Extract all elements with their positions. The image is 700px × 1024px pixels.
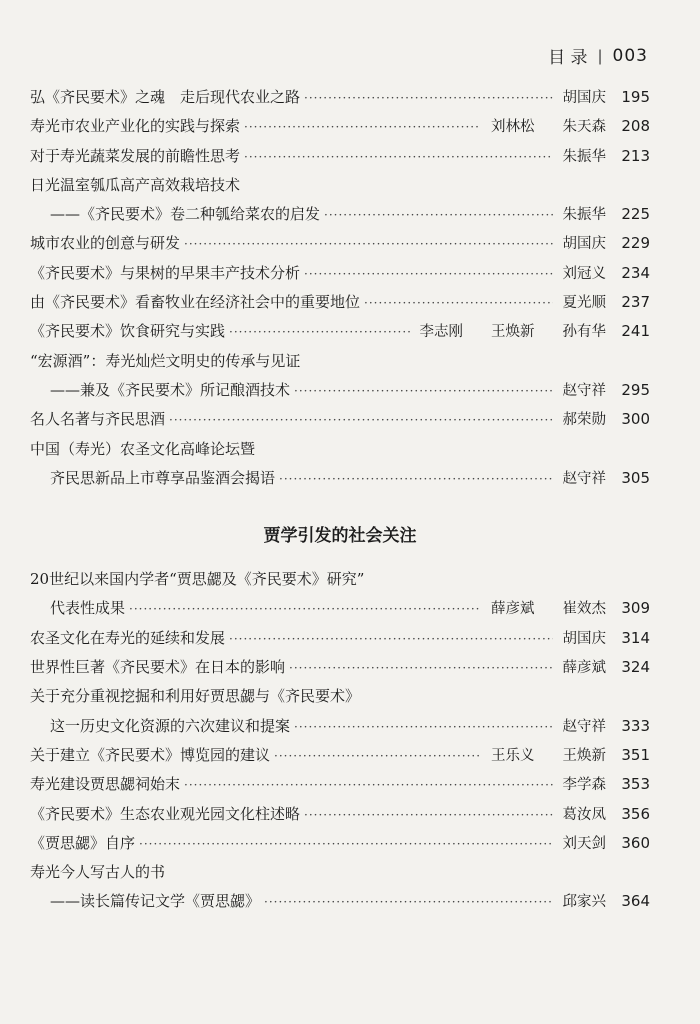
toc-entry xyxy=(30,803,650,832)
toc-entry-author: 胡国庆 xyxy=(562,630,606,647)
toc-entry-title: 齐民思新品上市尊享品鉴酒会揭语 xyxy=(50,468,276,487)
toc-entry-author: 葛汝凤 xyxy=(562,806,606,823)
toc-entry-title: 弘《齐民要术》之魂 走后现代农业之路 xyxy=(30,88,301,106)
toc-entry-author: 赵守祥 xyxy=(562,718,606,735)
toc-entry xyxy=(30,86,650,115)
toc-entry-page: 195 xyxy=(621,88,650,106)
toc-entry-title: 寿光市农业产业化的实践与探索 xyxy=(30,117,241,136)
dot-leader xyxy=(129,602,481,616)
toc-entry-author: 薛彦斌 xyxy=(562,660,606,677)
toc-entry-page: 333 xyxy=(621,716,650,735)
toc-entry-title: 这一历史文化资源的六次建议和提案 xyxy=(50,716,291,735)
toc-entry xyxy=(30,408,650,437)
dot-leader xyxy=(169,413,552,427)
dot-leader xyxy=(294,720,552,734)
toc-entry-author: 赵守祥 xyxy=(562,470,606,487)
toc-entry-title: ——读长篇传记文学《贾思勰》 xyxy=(50,892,261,911)
toc-entry-page: 351 xyxy=(621,745,650,764)
toc-entry-author: 刘冠义 xyxy=(562,265,606,282)
toc-entry xyxy=(30,145,650,174)
dot-leader xyxy=(304,808,552,822)
dot-leader xyxy=(264,895,552,909)
toc-entry-page: 360 xyxy=(621,833,650,852)
toc-entry-author: 胡国庆 xyxy=(562,90,606,106)
toc-entry-page: 213 xyxy=(621,146,650,165)
toc-entry xyxy=(30,262,650,291)
toc-entry-title: 对于寿光蔬菜发展的前瞻性思考 xyxy=(30,146,241,165)
toc-entry-title: 寿光今人写古人的书 xyxy=(30,863,166,882)
toc-entry-title: “宏源酒”：寿光灿烂文明史的传承与见证 xyxy=(30,351,301,370)
header-label: 目 录 xyxy=(548,48,588,68)
toc-entry xyxy=(30,715,650,744)
toc-entry-page: 229 xyxy=(621,234,650,253)
toc-entry-page: 364 xyxy=(621,892,650,911)
dot-leader xyxy=(304,91,552,105)
toc-entry-author: 郝荣勋 xyxy=(562,412,606,429)
toc-entry xyxy=(30,350,650,379)
toc-entry-page: 234 xyxy=(621,263,650,282)
toc-entry xyxy=(30,597,650,626)
dot-leader xyxy=(304,267,552,281)
toc-entry-page: 356 xyxy=(621,804,650,823)
toc-entry xyxy=(30,656,650,685)
toc-entry-author: 王焕新 xyxy=(491,324,535,341)
toc-entry-title: 20世纪以来国内学者“贾思勰及《齐民要术》研究” xyxy=(30,570,365,589)
dot-leader xyxy=(279,472,552,486)
toc-entry-title: 名人名著与齐民思酒 xyxy=(30,410,166,429)
toc-entry-author: 夏光顺 xyxy=(562,295,606,312)
toc-entry-title: 代表性成果 xyxy=(50,599,126,618)
toc-entry xyxy=(30,890,650,919)
toc-entry-author: 刘林松 xyxy=(491,119,535,136)
toc-entry-page: 353 xyxy=(621,775,650,794)
toc-entry xyxy=(30,685,650,714)
toc-entry-title: 日光温室瓠瓜高产高效栽培技术 xyxy=(30,175,241,194)
toc-entry-page: 314 xyxy=(621,628,650,647)
toc-entry-title: 《齐民要术》生态农业观光园文化柱述略 xyxy=(30,804,301,823)
header-page-number: 003 xyxy=(612,45,648,66)
toc-entry-page: 225 xyxy=(621,205,650,224)
dot-leader xyxy=(324,208,552,222)
toc-entry xyxy=(30,174,650,203)
toc-entry-page: 208 xyxy=(621,117,650,136)
toc-entry xyxy=(30,291,650,320)
dot-leader xyxy=(184,237,552,251)
dot-leader xyxy=(364,296,552,310)
toc-entry-author: 薛彦斌 xyxy=(491,601,535,618)
toc-entry-title: 世界性巨著《齐民要术》在日本的影响 xyxy=(30,658,286,677)
toc-entry-title: 农圣文化在寿光的延续和发展 xyxy=(30,628,226,647)
toc-entry-author: 朱振华 xyxy=(562,207,606,224)
toc-entry-title: 《齐民要术》饮食研究与实践 xyxy=(30,322,226,341)
toc-entry xyxy=(30,744,650,773)
toc-entry-author: 朱振华 xyxy=(562,148,606,165)
toc-entry-title: 关于充分重视挖掘和利用好贾思勰与《齐民要术》 xyxy=(30,687,361,706)
toc-entry xyxy=(30,438,650,467)
toc-entry-title: 《齐民要术》与果树的早果丰产技术分析 xyxy=(30,263,301,282)
toc-entry-page: 241 xyxy=(621,322,650,341)
toc-entry-title: 由《齐民要术》看畜牧业在经济社会中的重要地位 xyxy=(30,293,361,312)
toc-entry-page: 300 xyxy=(621,410,650,429)
dot-leader xyxy=(184,778,552,792)
toc-entry-author: 李志刚 xyxy=(419,324,463,341)
toc-entry-page: 295 xyxy=(621,380,650,399)
toc-entry-author: 邱家兴 xyxy=(562,894,606,911)
toc-entry-page: 324 xyxy=(621,658,650,677)
dot-leader xyxy=(244,120,481,134)
toc-entry-author: 朱天森 xyxy=(562,119,606,136)
toc-entry-author: 孙有华 xyxy=(562,324,606,341)
dot-leader xyxy=(229,325,409,339)
dot-leader xyxy=(229,632,552,646)
dot-leader xyxy=(274,749,481,763)
toc-entry-page: 237 xyxy=(621,293,650,312)
toc-entry xyxy=(30,627,650,656)
toc-entry-author: 赵守祥 xyxy=(562,382,606,399)
toc-entry-title: ——兼及《齐民要术》所记酿酒技术 xyxy=(50,380,291,399)
toc-entry-page: 305 xyxy=(621,468,650,487)
toc-entry-title: 关于建立《齐民要术》博览园的建议 xyxy=(30,745,271,764)
dot-leader xyxy=(139,837,552,851)
toc-entry-author: 胡国庆 xyxy=(562,236,606,253)
dot-leader xyxy=(244,150,552,164)
toc-entry xyxy=(30,232,650,261)
toc-entry-page: 309 xyxy=(621,599,650,618)
toc-entry-author: 刘天剑 xyxy=(562,835,606,852)
toc-entry-author: 崔效杰 xyxy=(562,601,606,618)
toc-entry-title: 中国（寿光）农圣文化高峰论坛暨 xyxy=(30,439,256,458)
toc-entry-title: ——《齐民要术》卷二种瓠给菜农的启发 xyxy=(50,205,321,224)
toc-entry-title: 城市农业的创意与研发 xyxy=(30,234,181,253)
toc-entry xyxy=(30,379,650,408)
toc-group-2 xyxy=(30,568,650,920)
toc-entry xyxy=(30,203,650,232)
toc-entry xyxy=(30,115,650,144)
running-header xyxy=(548,43,648,68)
toc-entry-title: 寿光建设贾思勰祠始末 xyxy=(30,775,181,794)
toc-entry xyxy=(30,568,650,597)
toc-entry-author: 李学森 xyxy=(562,777,606,794)
toc-entry-author: 王乐义 xyxy=(491,747,535,764)
dot-leader xyxy=(289,661,552,675)
toc-entry xyxy=(30,861,650,890)
toc-entry xyxy=(30,832,650,861)
toc-entry xyxy=(30,467,650,496)
toc-entry-title: 《贾思勰》自序 xyxy=(30,833,136,852)
section-heading: 贾学引发的社会关注 xyxy=(263,526,417,547)
header-separator: | xyxy=(597,46,603,65)
toc-entry xyxy=(30,320,650,349)
dot-leader xyxy=(294,384,552,398)
toc-entry-author: 王焕新 xyxy=(562,747,606,764)
table-of-contents xyxy=(30,86,650,920)
toc-entry xyxy=(30,773,650,802)
toc-group-1 xyxy=(30,86,650,496)
